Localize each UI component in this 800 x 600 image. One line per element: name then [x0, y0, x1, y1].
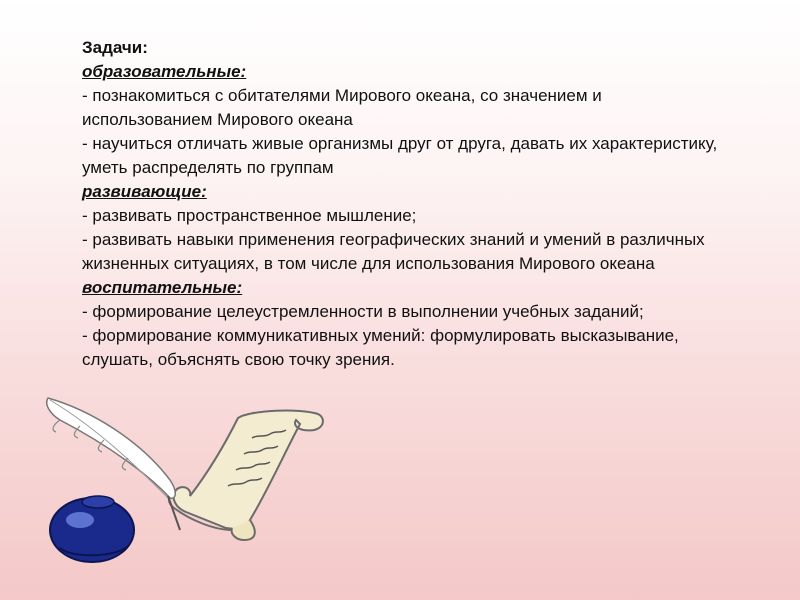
section-title-educational: образовательные:: [82, 62, 247, 81]
list-item: - познакомиться с обитателями Мирового океана, со значением и использованием Мирового океана: [82, 86, 602, 129]
scroll-icon: [169, 411, 323, 540]
list-item: - развивать пространственное мышление;: [82, 206, 417, 225]
section-title-upbringing: воспитательные:: [82, 278, 243, 297]
quill-scroll-illustration: [0, 380, 360, 600]
slide-content: [82, 36, 722, 372]
section-title-developing: развивающие:: [82, 182, 207, 201]
slide-heading: Задачи:: [82, 38, 148, 57]
inkwell-icon: [50, 496, 134, 562]
list-item: - формирование коммуникативных умений: формулировать высказывание, слушать, объяснять свою точку зрения.: [82, 326, 679, 369]
list-item: - формирование целеустремленности в выполнении учебных заданий;: [82, 302, 644, 321]
list-item: - развивать навыки применения географических знаний и умений в различных жизненных ситуациях, в том числе для использования Мирового океана: [82, 230, 705, 273]
list-item: - научиться отличать живые организмы друг от друга, давать их характеристику, уметь распределять по группам: [82, 134, 718, 177]
